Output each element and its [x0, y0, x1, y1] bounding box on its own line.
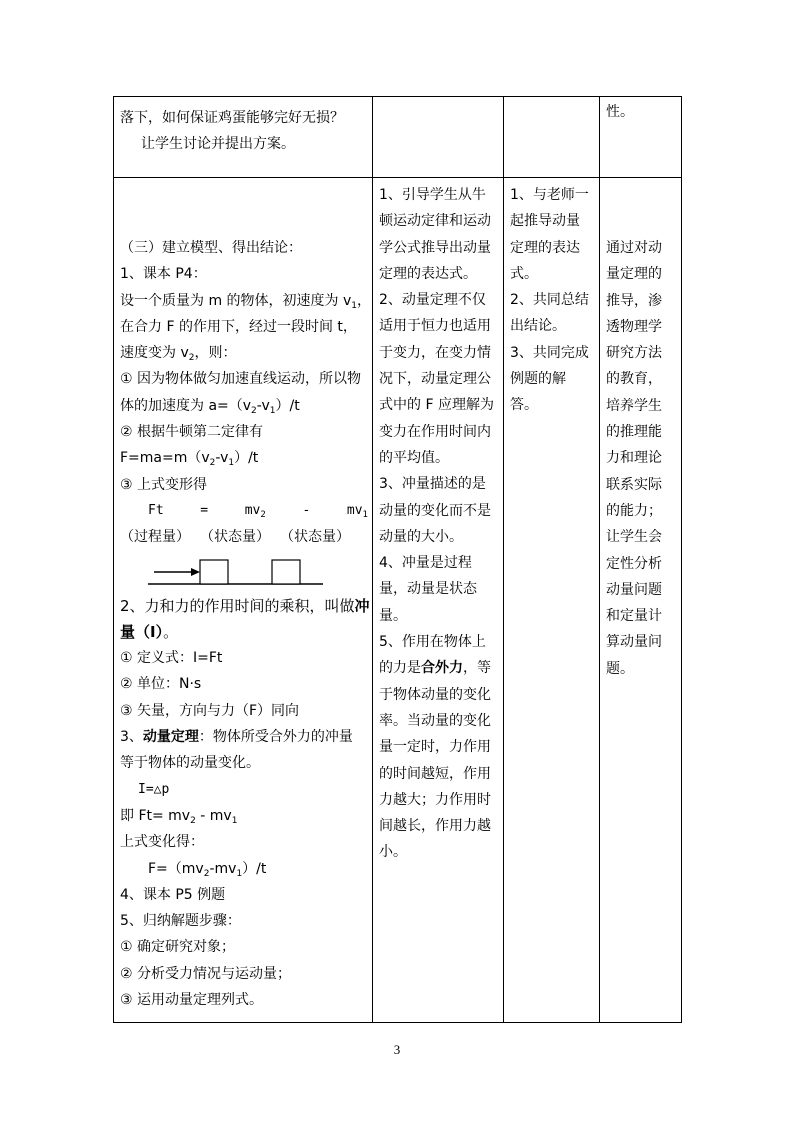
formula-term: $mv_2$ [244, 502, 266, 520]
text-line: 3、动量定理：物体所受合外力的冲量 [120, 729, 353, 746]
text-line: 的推理能 [606, 424, 662, 441]
table-row [114, 97, 682, 178]
text-line: ① 确定研究对象； [120, 939, 236, 956]
table-row [114, 178, 682, 1023]
text-line: 推导，渗 [606, 292, 662, 309]
teaching-content-cell [114, 97, 373, 178]
text-line: 定理的表达式。 [379, 265, 477, 282]
text-line: 小。 [379, 844, 407, 861]
text-line: 出结论。 [510, 318, 566, 335]
text-line: 算动量问 [606, 634, 662, 651]
text-line: 2、力和力的作用时间的乘积，叫做冲 [120, 596, 370, 615]
text-line: 间越长，作用力越 [379, 818, 491, 835]
text-line: 让学生会 [606, 529, 662, 546]
text-line: 例题的解 [510, 371, 566, 388]
text-line: 的能力； [606, 502, 662, 519]
formula-line: $F=(mv_2-mv_1)/t$ [148, 860, 267, 879]
quantity-label: （过程量） [120, 529, 190, 546]
text-line: 4、冲量是过程 [379, 555, 472, 572]
text-line: 透物理学 [606, 318, 662, 335]
text-line: 1、课本 P4： [120, 266, 207, 283]
text-line: 体的加速度为 $a=(v_2-v_1)/t$ [120, 397, 300, 416]
text-line: $F=ma=m(v_2-v_1)/t$ [120, 450, 259, 469]
text-line: 的教育， [606, 371, 662, 388]
teaching-content-cell [114, 178, 373, 1023]
text-line: 学公式推导出动量 [379, 239, 491, 256]
block-motion-illustration [148, 555, 328, 589]
text-line: 定性分析 [606, 555, 662, 572]
block-final [272, 560, 300, 584]
text-line: 2、动量定理不仅 [379, 292, 486, 309]
design-intent-cell [600, 97, 682, 178]
momentum-formula [120, 498, 368, 524]
text-line: 力和理论 [606, 450, 662, 467]
text-line: 题。 [606, 660, 634, 677]
text-line: 4、课本 P5 例题 [120, 886, 226, 903]
text-line: 的平均值。 [379, 449, 449, 466]
text-line: 1、引导学生从牛 [379, 187, 486, 203]
text-line: 量，动量是状态 [379, 581, 477, 598]
text-line: 量定理的 [606, 266, 662, 283]
text-line: 动量的大小。 [379, 528, 463, 545]
section-heading: （三）建立模型、得出结论： [120, 240, 302, 256]
text-line: ③ 上式变形得 [120, 476, 208, 493]
text-line: 于变力，在变力情 [379, 344, 491, 361]
text-line: 的力是合外力，等 [379, 660, 491, 677]
text-line: 1、与老师一 [510, 187, 589, 203]
text-line: 上式变化得： [120, 834, 204, 851]
text-line: 等于物体的动量变化。 [120, 755, 260, 772]
formula-term: = [200, 502, 209, 518]
text-line: ① 定义式：I=Ft [120, 650, 223, 667]
text-line: 定理的表达 [510, 239, 580, 256]
text-line: 落下，如何保证鸡蛋能够完好无损？ [120, 110, 344, 126]
arrow-head-icon [191, 568, 200, 576]
block-initial [200, 560, 228, 584]
text-line: 于物体动量的变化 [379, 686, 491, 703]
text-line: 况下，动量定理公 [379, 371, 491, 388]
page-number: 3 [393, 1042, 401, 1057]
text-line: 式。 [510, 265, 538, 282]
teacher-activity-cell [373, 97, 504, 178]
text-line: 量。 [379, 607, 407, 624]
text-line: ③ 运用动量定理列式。 [120, 992, 264, 1009]
text-line: ② 单位：N·s [120, 676, 202, 693]
text-line: 研究方法 [606, 345, 662, 362]
text-line: 3、冲量描述的是 [379, 476, 486, 493]
text-line: 2、共同总结 [510, 292, 589, 309]
text-line: 变力在作用时间内 [379, 423, 491, 440]
text-line: 设一个质量为 m 的物体，初速度为 $v_1$， [120, 292, 372, 311]
quantity-label: （状态量） [280, 529, 350, 546]
text-line: 让学生讨论并提出方案。 [141, 136, 295, 153]
text-line: 性。 [606, 104, 634, 120]
text-line: 5、作用在物体上 [379, 634, 486, 651]
text-line: ③ 矢量，方向与力（F）同向 [120, 702, 300, 719]
formula-term: Ft [148, 502, 164, 518]
text-line: 答。 [510, 397, 538, 414]
text-line: ② 根据牛顿第二定律有 [120, 424, 264, 441]
lesson-plan-table [113, 96, 682, 1023]
formula-line: I=△p [138, 781, 170, 797]
text-line: 率。当动量的变化 [379, 712, 491, 729]
text-line: 量一定时，力作用 [379, 739, 491, 756]
text-line: 量（I）。 [120, 622, 179, 641]
text-line: ② 分析受力情况与运动量； [120, 965, 292, 982]
text-line: 动量问题 [606, 581, 662, 598]
text-line: 联系实际 [606, 476, 662, 493]
text-line: 式中的 F 应理解为 [379, 397, 494, 414]
teacher-activity-cell [373, 178, 504, 1023]
text-line: 的时间越短，作用 [379, 765, 491, 782]
formula-line: 即 $Ft= mv_2 - mv_1$ [120, 807, 238, 826]
text-line: 顿运动定律和运动 [379, 213, 491, 230]
formula-term: $mv_1$ [346, 502, 368, 520]
text-line: 力越大；力作用时 [379, 791, 491, 808]
force-diagram [120, 555, 366, 589]
text-line: ① 因为物体做匀加速直线运动，所以物 [120, 371, 361, 388]
text-line: 5、归纳解题步骤： [120, 913, 241, 930]
formula-term: - [302, 502, 311, 518]
text-line: 通过对动 [606, 240, 662, 256]
student-activity-cell [504, 178, 600, 1023]
text-line: 动量的变化而不是 [379, 502, 491, 519]
text-line: 培养学生 [606, 397, 662, 414]
text-line: 在合力 F 的作用下，经过一段时间 t， [120, 318, 357, 335]
quantity-labels [120, 524, 350, 550]
text-line: 速度变为 $v_2$，则： [120, 345, 237, 364]
design-intent-cell [600, 178, 682, 1023]
text-line: 适用于恒力也适用 [379, 318, 491, 335]
student-activity-cell [504, 97, 600, 178]
text-line: 3、共同完成 [510, 344, 589, 361]
text-line: 起推导动量 [510, 213, 580, 230]
text-line: 和定量计 [606, 608, 662, 625]
quantity-label: （状态量） [200, 529, 270, 546]
